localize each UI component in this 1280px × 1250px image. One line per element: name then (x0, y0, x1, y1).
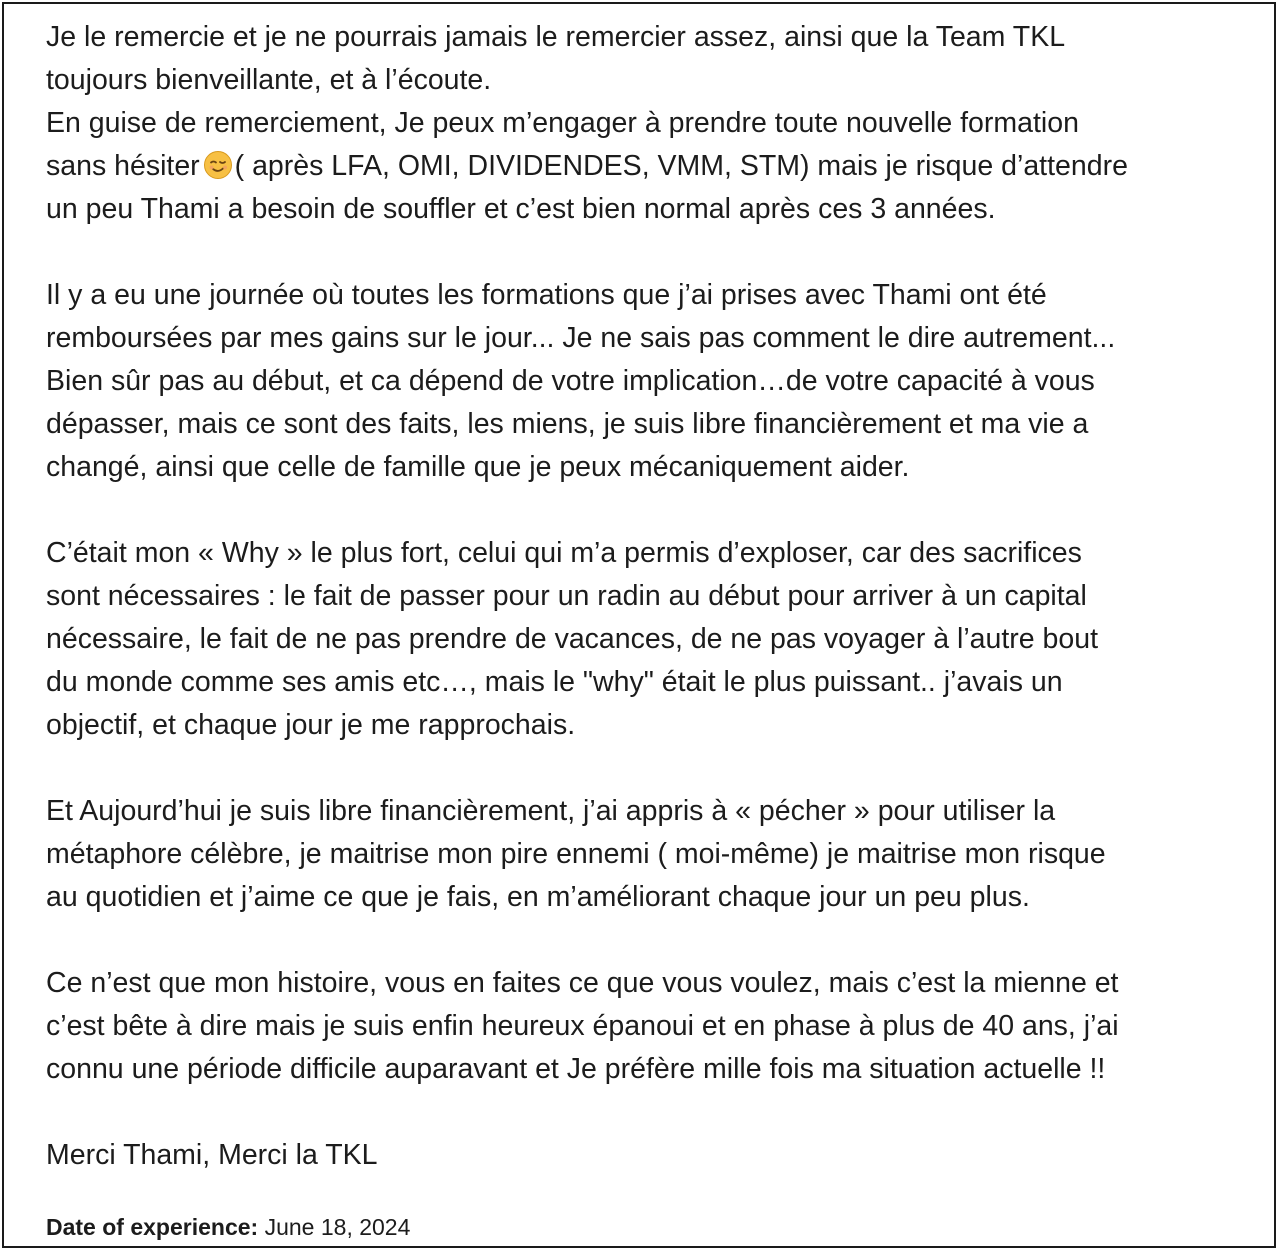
review-line: Bien sûr pas au début, et ca dépend de votre implication…de votre capacité à vous (46, 365, 1095, 397)
review-line: remboursées par mes gains sur le jour... Je ne sais pas comment le dire autrement... (46, 322, 1116, 354)
date-of-experience-label: Date of experience: (46, 1214, 259, 1240)
review-line: toujours bienveillante, et à l’écoute. (46, 64, 492, 96)
review-line: sont nécessaires : le fait de passer pour un radin au début pour arriver à un capital (46, 580, 1087, 612)
review-line: connu une période difficile auparavant et Je préfère mille fois ma situation actuelle !! (46, 1053, 1106, 1085)
review-line-fragment: sans hésiter (46, 150, 200, 182)
review-line: du monde comme ses amis etc…, mais le "why" était le plus puissant.. j’avais un (46, 666, 1063, 698)
review-line: C’était mon « Why » le plus fort, celui qui m’a permis d’exploser, car des sacrifices (46, 537, 1082, 569)
review-line: au quotidien et j’aime ce que je fais, en m’améliorant chaque jour un peu plus. (46, 881, 1030, 913)
review-text (46, 16, 1261, 1177)
date-of-experience-value: June 18, 2024 (264, 1214, 411, 1240)
paragraph-gap (46, 747, 1261, 790)
review-line: changé, ainsi que celle de famille que je peux mécaniquement aider. (46, 451, 910, 483)
review-line: Ce n’est que mon histoire, vous en faites ce que vous voulez, mais c’est la mienne et (46, 967, 1119, 999)
review-line: dépasser, mais ce sont des faits, les miens, je suis libre financièrement et ma vie a (46, 408, 1089, 440)
review-line: métaphore célèbre, je maitrise mon pire ennemi ( moi-même) je maitrise mon risque (46, 838, 1106, 870)
review-line: c’est bête à dire mais je suis enfin heureux épanoui et en phase à plus de 40 ans, j’ai (46, 1010, 1119, 1042)
paragraph-gap (46, 919, 1261, 962)
review-signoff: Merci Thami, Merci la TKL (46, 1139, 378, 1171)
review-line: un peu Thami a besoin de souffler et c’est bien normal après ces 3 années. (46, 193, 996, 225)
review-line: En guise de remerciement, Je peux m’engager à prendre toute nouvelle formation (46, 107, 1079, 139)
winking-face-emoji-icon (203, 150, 233, 180)
review-line-fragment: ( après LFA, OMI, DIVIDENDES, VMM, STM) mais je risque d’attendre (234, 150, 1128, 182)
review-line: Et Aujourd’hui je suis libre financièrement, j’ai appris à « pécher » pour utiliser la (46, 795, 1056, 827)
paragraph-gap (46, 231, 1261, 274)
review-line: Il y a eu une journée où toutes les formations que j’ai prises avec Thami ont été (46, 279, 1047, 311)
paragraph-gap (46, 1091, 1261, 1134)
paragraph-gap (46, 489, 1261, 532)
review-line: objectif, et chaque jour je me rapprochais. (46, 709, 576, 741)
review-line: nécessaire, le fait de ne pas prendre de vacances, de ne pas voyager à l’autre bout (46, 623, 1099, 655)
review-line: Je le remercie et je ne pourrais jamais le remercier assez, ainsi que la Team TKL (46, 21, 1066, 53)
date-of-experience (46, 1210, 410, 1244)
review-line-with-emoji (46, 145, 1261, 188)
